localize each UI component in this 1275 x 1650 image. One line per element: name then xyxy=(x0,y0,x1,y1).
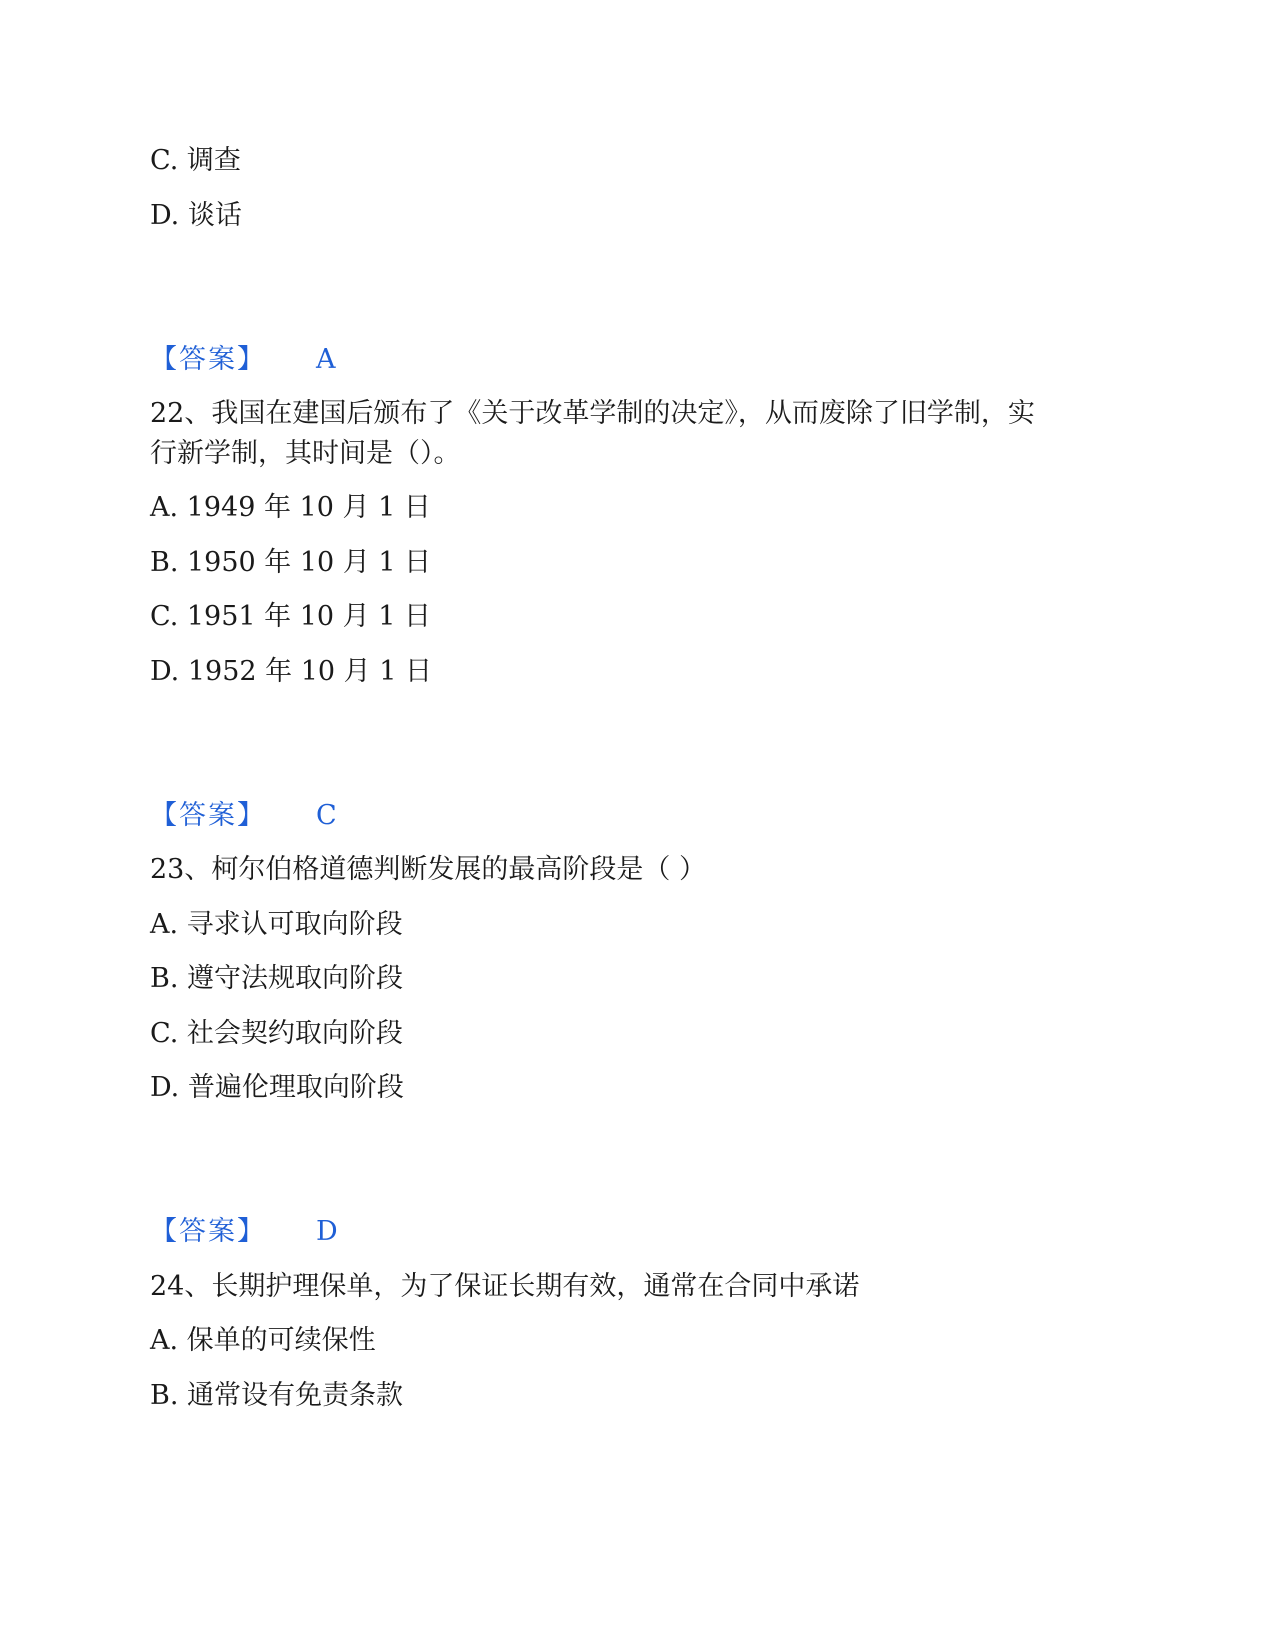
option-c: C. 1951 年 10 月 1 日 xyxy=(150,601,432,632)
option-d: D. 普遍伦理取向阶段 xyxy=(150,1072,404,1103)
option-d: D. 谈话 xyxy=(150,200,242,231)
answer-value: A xyxy=(316,344,336,375)
option-c: C. 调查 xyxy=(150,145,241,176)
option-d: D. 1952 年 10 月 1 日 xyxy=(150,656,433,687)
answer-label: 【答案】 xyxy=(150,344,266,375)
answer-row xyxy=(150,1211,338,1253)
question-24-stem: 24、长期护理保单，为了保证长期有效，通常在合同中承诺 xyxy=(150,1271,860,1302)
answer-value: C xyxy=(316,800,337,831)
answer-label: 【答案】 xyxy=(150,800,266,831)
question-23-stem: 23、柯尔伯格道德判断发展的最高阶段是（ ） xyxy=(150,854,706,885)
option-a: A. 寻求认可取向阶段 xyxy=(150,909,403,940)
option-b: B. 遵守法规取向阶段 xyxy=(150,963,404,994)
answer-value: D xyxy=(316,1216,338,1247)
option-b: B. 1950 年 10 月 1 日 xyxy=(150,547,432,578)
question-22-stem-cont: 行新学制，其时间是（）。 xyxy=(150,438,461,469)
answer-row xyxy=(150,795,337,837)
answer-row xyxy=(150,339,336,381)
answer-label: 【答案】 xyxy=(150,1216,266,1247)
option-c: C. 社会契约取向阶段 xyxy=(150,1018,403,1049)
question-22-stem: 22、我国在建国后颁布了《关于改革学制的决定》，从而废除了旧学制，实 xyxy=(150,398,1035,429)
option-b: B. 通常设有免责条款 xyxy=(150,1380,404,1411)
option-a: A. 保单的可续保性 xyxy=(150,1325,376,1356)
option-a: A. 1949 年 10 月 1 日 xyxy=(150,492,431,523)
